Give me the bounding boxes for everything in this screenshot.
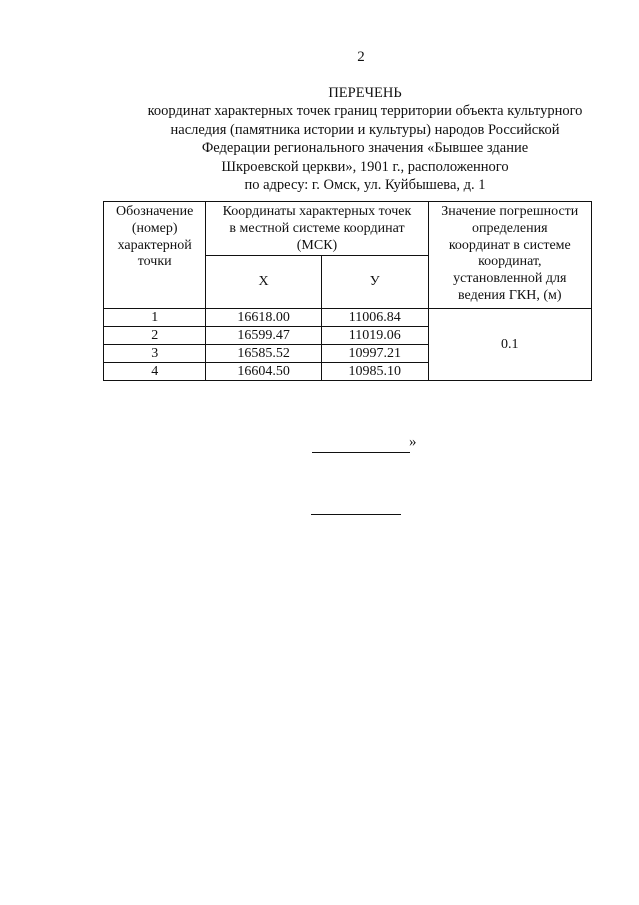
end-divider-line [311,514,401,515]
table-header-row [104,202,592,256]
heading-title: ПЕРЕЧЕНЬ [328,85,402,101]
cell-x: 16618.00 [206,309,321,327]
header-point-line: характерной [117,237,192,253]
header-point [104,202,206,309]
cell-point-number: 2 [104,327,206,345]
cell-accuracy-value: 0.1 [428,309,591,381]
header-accuracy-line: ведения ГКН, (м) [458,287,562,303]
coordinates-table [103,201,592,381]
header-accuracy [428,202,591,309]
header-coords-line: (МСК) [296,237,338,253]
header-accuracy-line: установленной для [453,271,567,287]
cell-x: 16599.47 [206,327,321,345]
cell-y: 11006.84 [321,309,428,327]
cell-y: 10997.21 [321,345,428,363]
document-heading [130,84,600,194]
header-coords-line: Координаты характерных точек [222,204,412,219]
header-accuracy-line: Значение погрешности [441,204,579,219]
heading-line: по адресу: г. Омск, ул. Куйбышева, д. 1 [244,177,486,194]
cell-x: 16585.52 [206,345,321,363]
heading-line: наследия (памятника истории и культуры) народов Российской [170,121,560,138]
header-accuracy-line: координат, [478,254,542,270]
cell-point-number: 1 [104,309,206,327]
header-coordinates [206,202,428,256]
signature-line [312,452,410,453]
header-accuracy-line: координат в системе [448,237,571,253]
closing-quote: » [409,434,417,450]
page-number: 2 [357,49,365,65]
header-accuracy-line: определения [472,220,548,236]
heading-line: Шкроевской церкви», 1901 г., расположенного [221,158,509,175]
header-point-line: (номер) [131,220,178,236]
table-row [104,309,592,327]
header-x: X [206,256,321,309]
header-coords-line: в местной системе координат [229,220,405,236]
cell-x: 16604.50 [206,363,321,381]
header-point-line: Обозначение [116,204,194,219]
heading-line: Федерации регионального значения «Бывшее здание [201,140,529,157]
heading-line: координат характерных точек границ территории объекта культурного [147,103,583,120]
header-point-line: точки [137,254,172,270]
cell-y: 10985.10 [321,363,428,381]
cell-point-number: 4 [104,363,206,381]
header-y: У [321,256,428,309]
cell-y: 11019.06 [321,327,428,345]
cell-point-number: 3 [104,345,206,363]
